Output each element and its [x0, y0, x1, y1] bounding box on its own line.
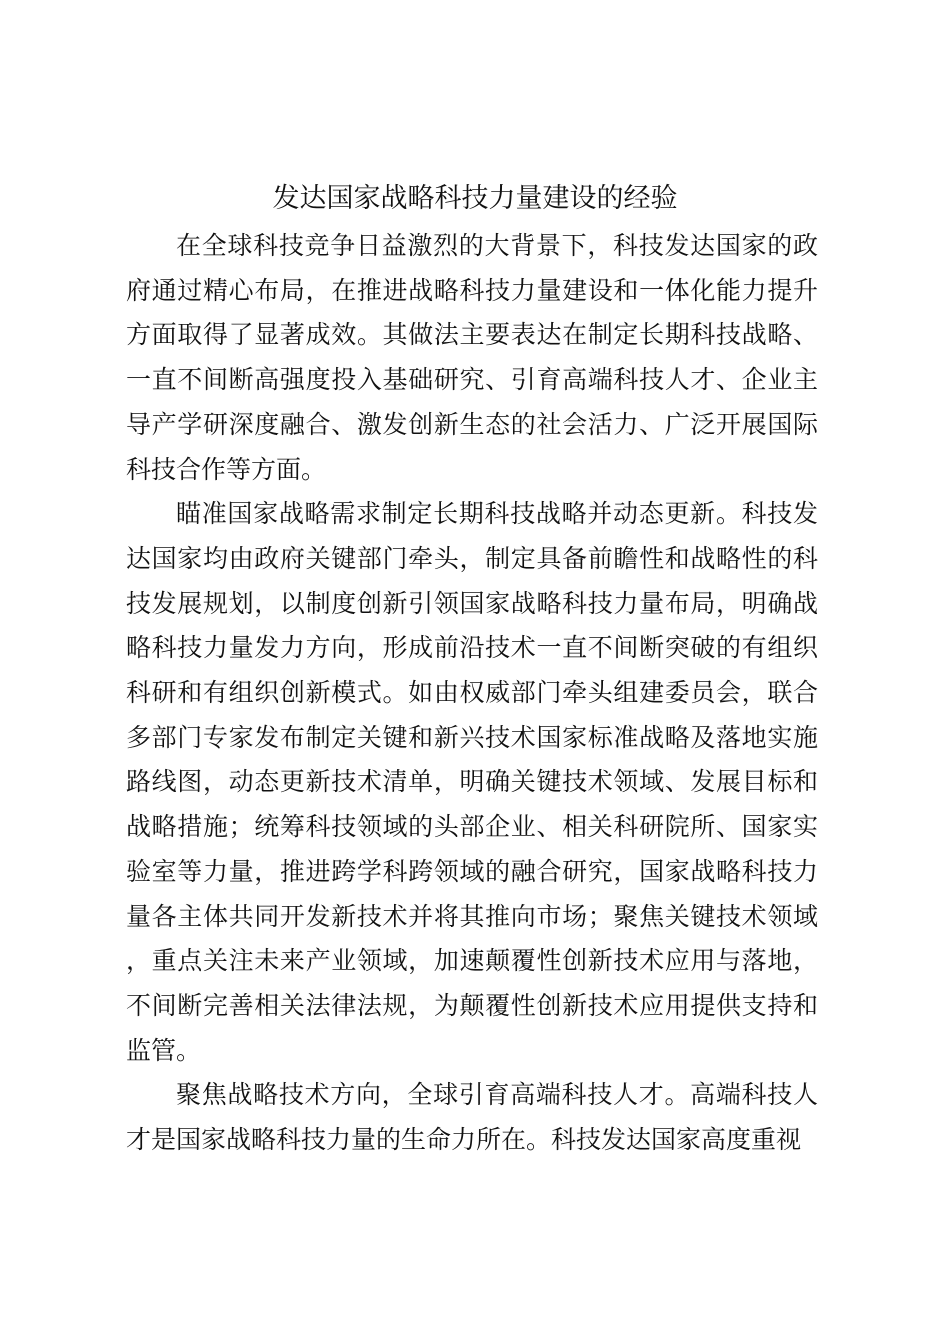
document-body — [126, 224, 818, 1163]
paragraph-talent: 聚焦战略技术方向，全球引育高端科技人才。高端科技人才是国家战略科技力量的生命力所在。科技发达国家高度重视 — [126, 1080, 818, 1155]
document-title: 发达国家战略科技力量建设的经验 — [272, 183, 678, 214]
paragraph-intro: 在全球科技竞争日益激烈的大背景下，科技发达国家的政府通过精心布局，在推进战略科技力量建设和一体化能力提升方面取得了显著成效。其做法主要表达在制定长期科技战略、一直不间断高强度投入基础研究、引育高端科技人才、企业主导产学研深度融合、激发创新生态的社会活力、广泛开展国际科技合作等方面。 — [126, 231, 818, 484]
paragraph-strategy: 瞄准国家战略需求制定长期科技战略并动态更新。科技发达国家均由政府关键部门牵头，制定具备前瞻性和战略性的科技发展规划，以制度创新引领国家战略科技力量布局，明确战略科技力量发力方向，形成前沿技术一直不间断突破的有组织科研和有组织创新模式。如由权威部门牵头组建委员会，联合多部门专家发布制定关键和新兴技术国家标准战略及落地实施路线图，动态更新技术清单，明确关键技术领域、发展目标和战略措施；统筹科技领域的头部企业、相关科研院所、国家实验室等力量，推进跨学科跨领域的融合研究，国家战略科技力量各主体共同开发新技术并将其推向市场；聚焦关键技术领域，重点关注未来产业领域，加速颠覆性创新技术应用与落地，不间断完善相关法律法规，为颠覆性创新技术应用提供支持和监管。 — [126, 499, 818, 1065]
